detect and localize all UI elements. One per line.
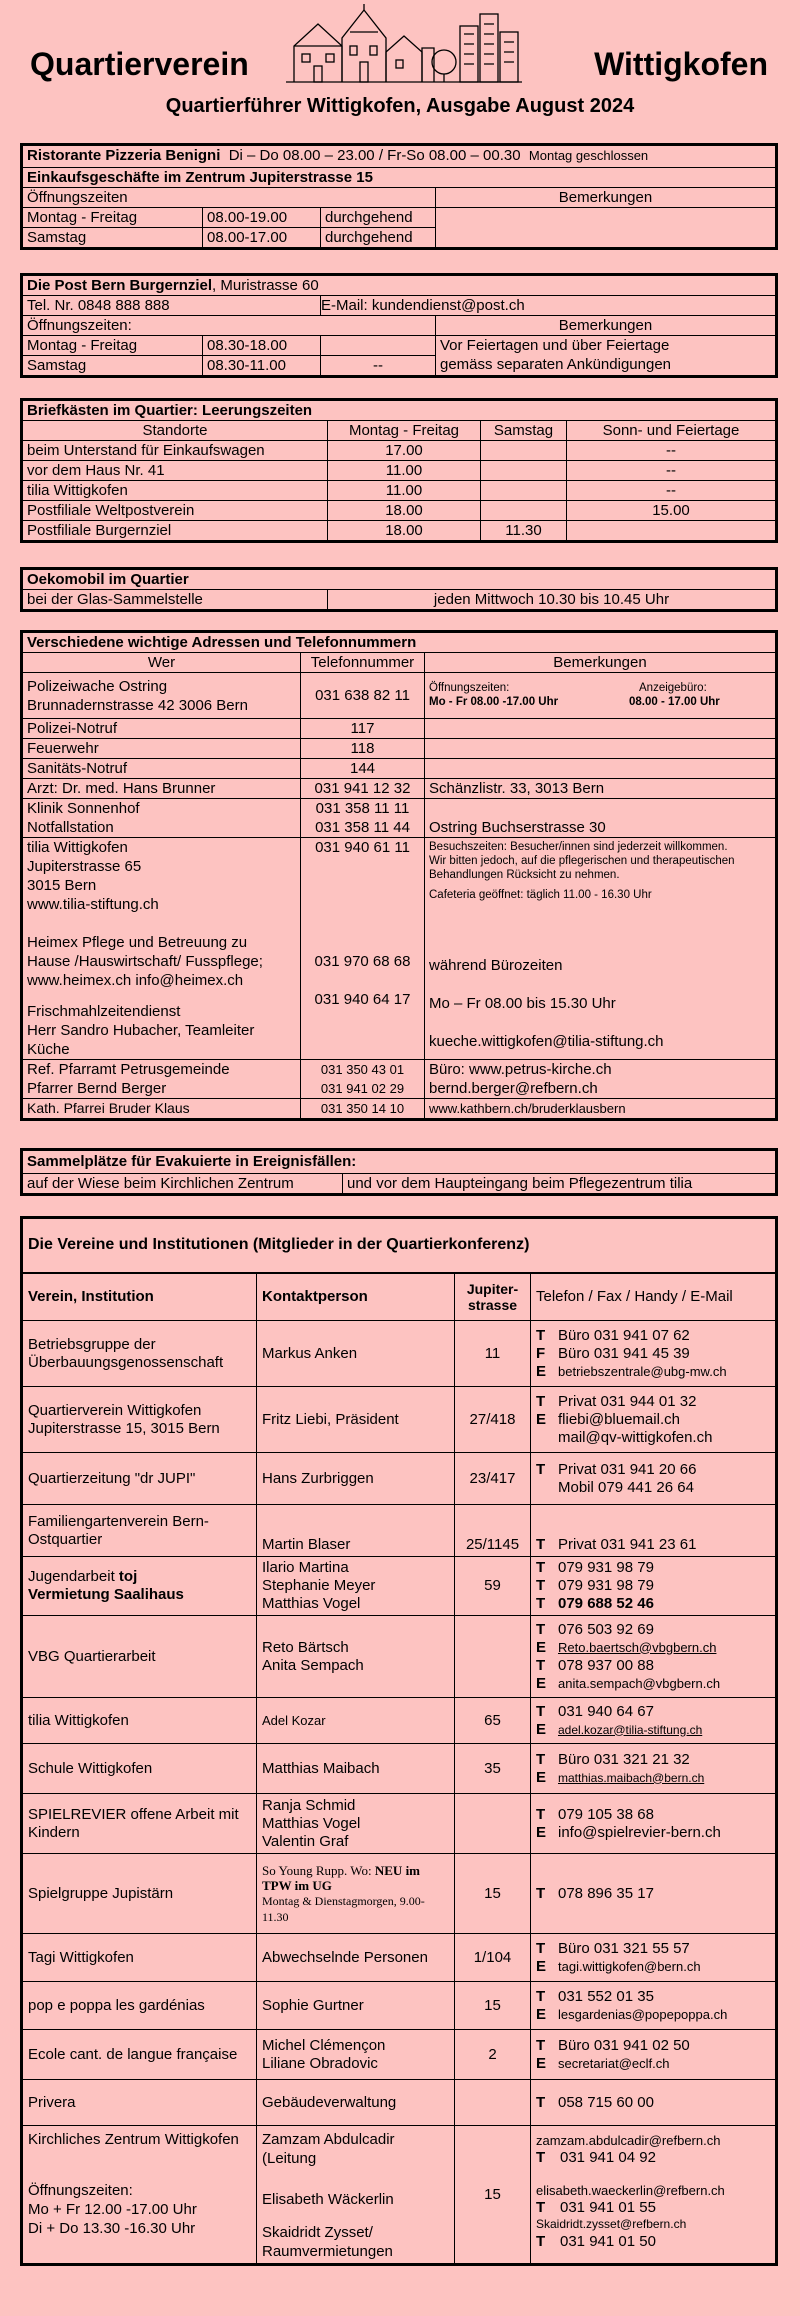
table-row xyxy=(23,779,776,799)
evac-place: auf der Wiese beim Kirchlichen Zentrum xyxy=(23,1174,343,1194)
mailbox-header: Montag - Freitag xyxy=(328,421,481,441)
contact-type: E xyxy=(536,2054,547,2072)
pizzeria-hours: Di – Do 08.00 – 23.00 / Fr-So 08.00 – 00.30 xyxy=(228,147,521,164)
post-note-line: gemäss separaten Ankündigungen xyxy=(440,356,672,373)
contact-email: zamzam.abdulcadir@refbern.ch xyxy=(536,2133,721,2148)
shop-day: Samstag xyxy=(23,228,203,248)
verein-contact: Ilario Martina Stephanie Meyer Matthias Vogel xyxy=(257,1557,455,1616)
verein-name: pop e poppa les gardénias xyxy=(23,1982,257,2030)
mailbox-saturday xyxy=(481,441,567,461)
verein-contact: Fritz Liebi, Präsident xyxy=(257,1387,455,1453)
verein-contact: Markus Anken xyxy=(257,1321,455,1387)
contact-value: 031 552 01 35 xyxy=(558,1987,654,2005)
verein-nr: 23/417 xyxy=(455,1453,531,1505)
verein-nr: 11 xyxy=(455,1321,531,1387)
table-row xyxy=(23,441,776,461)
shops-title: Einkaufsgeschäfte im Zentrum Jupiterstrasse 15 xyxy=(23,168,776,188)
frisch-line: Herr Sandro Hubacher, Teamleiter xyxy=(27,1022,255,1039)
oekomobil-time: jeden Mittwoch 10.30 bis 10.45 Uhr xyxy=(328,590,776,610)
post-time: 08.30-11.00 xyxy=(203,356,321,376)
table-row xyxy=(23,1321,776,1387)
contact-note xyxy=(425,739,776,759)
contact-email[interactable]: matthias.maibach@bern.ch xyxy=(558,1770,705,1785)
table-row xyxy=(23,739,776,759)
table-row xyxy=(23,1099,776,1119)
frisch-tel: 031 940 64 17 xyxy=(314,991,411,1008)
frisch-line: Frischmahlzeitendienst xyxy=(27,1003,181,1020)
verein-contact-time: Montag & Dienstagmorgen, 9.00-11.30 xyxy=(262,1893,425,1924)
contact-note: Schänzlistr. 33, 3013 Bern xyxy=(425,779,776,799)
contact-value: Büro 031 321 21 32 xyxy=(558,1750,690,1768)
verein-name: Betriebsgruppe der Überbauungsgenossenschaft xyxy=(23,1321,257,1387)
contact-value: 078 937 00 88 xyxy=(558,1656,654,1674)
table-row xyxy=(23,1794,776,1854)
verein-name: Quartierverein Wittigkofen Jupiterstrasse 15, 3015 Bern xyxy=(23,1387,257,1453)
frisch-note: Mo – Fr 08.00 bis 15.30 Uhr xyxy=(429,995,616,1012)
mailbox-title: Briefkästen im Quartier: Leerungszeiten xyxy=(23,401,776,421)
kath-name: Kath. Pfarrei Bruder Klaus xyxy=(23,1099,301,1119)
shop-note: durchgehend xyxy=(321,208,436,228)
verein-contact: Elisabeth Wäckerlin xyxy=(262,2191,394,2208)
heimex-line: www.heimex.ch info@heimex.ch xyxy=(27,972,244,989)
contact-tel: 117 xyxy=(301,719,425,739)
verein-contact: Matthias Maibach xyxy=(257,1744,455,1794)
police-open-label: Öffnungszeiten: xyxy=(429,682,510,694)
contact-value: Büro 031 321 55 57 xyxy=(558,1939,690,1957)
contact-value: 031 941 01 50 xyxy=(560,2233,656,2250)
pizzeria-row xyxy=(23,146,776,168)
verein-name: SPIELREVIER offene Arbeit mit Kindern xyxy=(23,1794,257,1854)
contact-value: 079 931 98 79 xyxy=(558,1559,654,1576)
police-tel: 031 638 82 11 xyxy=(301,673,425,719)
verein-nr: 1/104 xyxy=(455,1934,531,1982)
mailbox-weekday: 11.00 xyxy=(328,461,481,481)
heimex-tel: 031 970 68 68 xyxy=(314,953,411,970)
verein-contact: Sophie Gurtner xyxy=(257,1982,455,2030)
pizzeria-closed: Montag geschlossen xyxy=(528,148,649,163)
contact-value: Privat 031 944 01 32 xyxy=(558,1392,697,1410)
verein-nr: 25/1145 xyxy=(455,1505,531,1557)
contact-email: anita.sempach@vbgbern.ch xyxy=(558,1675,721,1691)
contact-value: 079 931 98 79 xyxy=(558,1577,654,1594)
contact-type: E xyxy=(536,1362,547,1380)
post-email: E-Mail: kundendienst@post.ch xyxy=(321,296,776,316)
contact-note xyxy=(425,759,776,779)
mailbox-holiday xyxy=(567,521,776,541)
contact-type: T xyxy=(536,1750,546,1768)
verein-nr: 15 xyxy=(455,1854,531,1934)
shops-section xyxy=(20,143,778,250)
contact-value: 079 105 38 68 xyxy=(558,1805,654,1823)
table-row xyxy=(23,521,776,541)
table-row xyxy=(23,1982,776,2030)
mailbox-header: Standorte xyxy=(23,421,328,441)
contact-who: Arzt: Dr. med. Hans Brunner xyxy=(23,779,301,799)
verein-open-label: Öffnungszeiten: xyxy=(28,2182,133,2199)
addresses-header: Wer xyxy=(23,653,301,673)
post-tel: Tel. Nr. 0848 888 888 xyxy=(23,296,321,316)
contact-value: 076 503 92 69 xyxy=(558,1620,654,1638)
post-name: Die Post Bern Burgernziel xyxy=(27,277,213,294)
contact-email: fliebi@bluemail.ch xyxy=(558,1410,680,1428)
table-row xyxy=(23,1060,776,1099)
mailbox-weekday: 18.00 xyxy=(328,521,481,541)
contact-email: secretariat@eclf.ch xyxy=(558,2055,670,2071)
subtitle: Quartierführer Wittigkofen, Ausgabe August 2024 xyxy=(165,95,635,117)
klinik-tel: 031 358 11 11 xyxy=(315,800,410,817)
contact-who: Polizei-Notruf xyxy=(23,719,301,739)
contact-email: lesgardenias@popepoppa.ch xyxy=(558,2006,728,2022)
table-row xyxy=(23,1557,776,1616)
vereine-section xyxy=(20,1216,778,2266)
pfarr-name: Ref. Pfarramt Petrusgemeinde xyxy=(27,1061,230,1078)
verein-contact: Ranja Schmid Matthias Vogel Valentin Graf xyxy=(257,1794,455,1854)
contact-type: E xyxy=(536,1768,547,1786)
tilia-note: Behandlungen Rücksicht zu nehmen. xyxy=(429,869,620,881)
contact-value: 058 715 60 00 xyxy=(558,2093,654,2111)
contact-type: T xyxy=(536,1987,546,2005)
mailbox-location: Postfiliale Weltpostverein xyxy=(23,501,328,521)
contact-type xyxy=(536,1479,558,1497)
table-row xyxy=(23,481,776,501)
verein-name: Kirchliches Zentrum Wittigkofen xyxy=(28,2131,239,2148)
klinik-name: Klinik Sonnenhof xyxy=(27,800,140,817)
contact-value: 031 941 04 92 xyxy=(560,2149,656,2166)
shops-col-hours: Öffnungszeiten xyxy=(23,188,436,208)
vereine-header xyxy=(531,1273,776,1321)
table-row xyxy=(23,1505,776,1557)
pfarr-web: Büro: www.petrus-kirche.ch xyxy=(429,1061,612,1078)
table-row xyxy=(23,1698,776,1744)
verein-name: Privera xyxy=(23,2080,257,2126)
contact-type: F xyxy=(536,1344,546,1362)
police-name: Polizeiwache Ostring xyxy=(27,678,168,695)
verein-name: Tagi Wittigkofen xyxy=(23,1934,257,1982)
table-row xyxy=(23,1744,776,1794)
verein-name: VBG Quartierarbeit xyxy=(23,1616,257,1698)
title-left: Quartierverein xyxy=(30,46,249,82)
verein-contact: Abwechselnde Personen xyxy=(257,1934,455,1982)
contact-value: 031 941 01 55 xyxy=(560,2199,656,2216)
mailbox-holiday: -- xyxy=(567,481,776,501)
contact-type: T xyxy=(536,1884,546,1902)
contact-type: T xyxy=(536,1656,546,1674)
verein-contact: Gebäudeverwaltung xyxy=(257,2080,455,2126)
mailbox-location: beim Unterstand für Einkaufswagen xyxy=(23,441,328,461)
police-office-time: 08.00 - 17.00 Uhr xyxy=(629,696,720,708)
verein-contact-bold: NEU im TPW im UG xyxy=(262,1862,421,1893)
contact-who: Sanitäts-Notruf xyxy=(23,759,301,779)
kath-web: www.kathbern.ch/bruderklausbern xyxy=(425,1099,776,1119)
verein-name-bold: Vermietung Saalihaus xyxy=(28,1586,184,1603)
contact-type: T xyxy=(536,1326,546,1344)
pizzeria-name: Ristorante Pizzeria Benigni xyxy=(27,147,221,164)
mailbox-location: Postfiliale Burgernziel xyxy=(23,521,328,541)
mailbox-location: vor dem Haus Nr. 41 xyxy=(23,461,328,481)
mailbox-section xyxy=(20,398,778,543)
mailbox-weekday: 17.00 xyxy=(328,441,481,461)
mailbox-holiday: -- xyxy=(567,441,776,461)
contact-type: E xyxy=(536,1638,547,1656)
police-address: Brunnadernstrasse 42 3006 Bern xyxy=(27,697,248,714)
table-row xyxy=(23,2080,776,2126)
oekomobil-section xyxy=(20,567,778,612)
addresses-header: Bemerkungen xyxy=(425,653,776,673)
mailbox-saturday xyxy=(481,461,567,481)
verein-contact: Skaidridt Zysset/ Raumvermietungen xyxy=(262,2224,393,2260)
verein-contact: Reto Bärtsch Anita Sempach xyxy=(257,1616,455,1698)
vereine-header-text: Telefon / Fax / Handy / E-Mail xyxy=(536,1287,733,1305)
contact-type: T xyxy=(536,2093,546,2111)
contact-email: elisabeth.waeckerlin@refbern.ch xyxy=(536,2183,725,2198)
heimex-line: Heimex Pflege und Betreuung zu xyxy=(27,934,248,951)
tilia-tel: 031 940 61 11 xyxy=(315,839,410,856)
contact-type: T xyxy=(536,1595,546,1612)
frisch-email: kueche.wittigkofen@tilia-stiftung.ch xyxy=(429,1033,664,1050)
addresses-header: Telefonnummer xyxy=(301,653,425,673)
mailbox-saturday xyxy=(481,501,567,521)
frisch-line: Küche xyxy=(27,1041,70,1058)
contact-type: E xyxy=(536,1674,547,1692)
contact-type xyxy=(536,1429,558,1447)
verein-name: Familiengartenverein Bern-Ostquartier xyxy=(23,1505,257,1557)
contact-tel: 118 xyxy=(301,739,425,759)
addresses-title: Verschiedene wichtige Adressen und Telefonnummern xyxy=(23,633,776,653)
shops-col-notes: Bemerkungen xyxy=(436,188,776,208)
verein-open-time: Di + Do 13.30 -16.30 Uhr xyxy=(28,2220,196,2237)
contact-type: T xyxy=(536,1460,546,1478)
contact-email[interactable]: Reto.baertsch@vbgbern.ch xyxy=(558,1639,717,1655)
tilia-line: tilia Wittigkofen xyxy=(27,839,128,856)
table-row xyxy=(23,673,776,719)
mailbox-saturday: 11.30 xyxy=(481,521,567,541)
verein-name: Jugendarbeit xyxy=(28,1568,119,1585)
verein-nr xyxy=(455,1616,531,1698)
shop-time: 08.00-19.00 xyxy=(203,208,321,228)
contact-email: mail@qv-wittigkofen.ch xyxy=(558,1428,713,1446)
oekomobil-place: bei der Glas-Sammelstelle xyxy=(23,590,328,610)
pfarr-tel: 031 350 43 01 xyxy=(320,1062,405,1077)
table-row: Kirchliches Zentrum Wittigkofen Öffnungszeiten: Mo + Fr 12.00 -17.00 Uhr Di + Do 13.30 -16.30 Uhr Zamzam Abdulcadir (Leitung Elisabeth Wäckerlin Skaidridt Zysset/ Raumvermietungen 15 zamzam.abdulcadir@refbern.ch T 031 941 04 92 elisabeth.waeckerlin@refbern.ch T 031 941 01 55 Skaidridt.zysset@refbern.ch T 031 941 01 50 xyxy=(23,2126,776,2264)
verein-contact: Martin Blaser xyxy=(257,1505,455,1557)
vereine-title: Die Vereine und Institutionen (Mitglieder in der Quartierkonferenz) xyxy=(23,1219,776,1273)
contact-value: Privat 031 941 20 66 xyxy=(558,1460,697,1478)
contact-value: Büro 031 941 45 39 xyxy=(558,1344,690,1362)
contact-type: E xyxy=(536,1720,547,1738)
shops-notes-cell xyxy=(436,208,776,248)
contact-type: T xyxy=(536,1536,546,1553)
verein-contact: Hans Zurbriggen xyxy=(257,1453,455,1505)
contact-value: Büro 031 941 07 62 xyxy=(558,1326,690,1344)
contact-note xyxy=(425,719,776,739)
contact-value: 079 688 52 46 xyxy=(558,1595,654,1612)
shop-time: 08.00-17.00 xyxy=(203,228,321,248)
contact-email: Skaidridt.zysset@refbern.ch xyxy=(536,2217,687,2231)
evac-place: und vor dem Haupteingang beim Pflegezentrum tilia xyxy=(343,1174,776,1194)
tilia-line: Jupiterstrasse 65 xyxy=(27,858,142,875)
contact-type: T xyxy=(536,1620,546,1638)
contact-type: T xyxy=(536,1559,546,1576)
table-row xyxy=(23,799,776,838)
mailbox-weekday: 18.00 xyxy=(328,501,481,521)
table-row xyxy=(23,759,776,779)
tilia-cafeteria: Cafeteria geöffnet: täglich 11.00 - 16.30 Uhr xyxy=(429,889,652,901)
verein-nr: 2 xyxy=(455,2030,531,2080)
post-extra xyxy=(321,336,436,356)
contact-email: betriebszentrale@ubg-mw.ch xyxy=(558,1363,727,1379)
table-row xyxy=(23,1854,776,1934)
verein-contact: Adel Kozar xyxy=(257,1698,455,1744)
contact-type: T xyxy=(536,1939,546,1957)
verein-nr: 27/418 xyxy=(455,1387,531,1453)
vereine-header: Kontaktperson xyxy=(257,1273,455,1321)
contact-email: tagi.wittigkofen@bern.ch xyxy=(558,1958,701,1974)
verein-contact: Zamzam Abdulcadir (Leitung xyxy=(262,2131,395,2167)
verein-nr: 35 xyxy=(455,1744,531,1794)
contact-tel: 144 xyxy=(301,759,425,779)
contact-email: info@spielrevier-bern.ch xyxy=(558,1823,721,1841)
post-notes xyxy=(436,336,776,376)
post-col-notes: Bemerkungen xyxy=(436,316,776,336)
mailbox-header: Sonn- und Feiertage xyxy=(567,421,776,441)
tilia-web: www.tilia-stiftung.ch xyxy=(27,896,159,913)
klinik-sub: Notfallstation xyxy=(27,819,114,836)
post-extra: -- xyxy=(321,356,436,376)
kath-tel: 031 350 14 10 xyxy=(301,1099,425,1119)
title-right: Wittigkofen xyxy=(594,46,768,82)
verein-nr xyxy=(455,2080,531,2126)
shop-day: Montag - Freitag xyxy=(23,208,203,228)
post-address: , Muristrasse 60 xyxy=(212,277,319,294)
table-row xyxy=(23,719,776,739)
contact-value: Privat 031 941 23 61 xyxy=(558,1536,697,1553)
evac-section xyxy=(20,1148,778,1196)
verein-open-time: Mo + Fr 12.00 -17.00 Uhr xyxy=(28,2201,197,2218)
contact-tel: 031 941 12 32 xyxy=(301,779,425,799)
mailbox-holiday: 15.00 xyxy=(567,501,776,521)
contact-type: E xyxy=(536,1823,547,1841)
post-section xyxy=(20,273,778,378)
table-row xyxy=(23,1387,776,1453)
contact-value: Büro 031 941 02 50 xyxy=(558,2036,690,2054)
oekomobil-title: Oekomobil im Quartier xyxy=(23,570,776,590)
verein-nr: 15 xyxy=(455,2126,531,2264)
heimex-line: Hause /Hauswirtschaft/ Fusspflege; xyxy=(27,953,263,970)
contact-type: T xyxy=(536,1702,546,1720)
verein-name-bold: toj xyxy=(118,1568,138,1585)
table-row xyxy=(23,501,776,521)
contact-type: E xyxy=(536,1410,547,1428)
post-title-row xyxy=(23,276,776,296)
heimex-note: während Bürozeiten xyxy=(429,957,563,974)
tilia-line: 3015 Bern xyxy=(27,877,97,894)
contact-email[interactable]: adel.kozar@tilia-stiftung.ch xyxy=(558,1722,703,1737)
verein-name: Spielgruppe Jupistärn xyxy=(23,1854,257,1934)
contact-value: Mobil 079 441 26 64 xyxy=(558,1478,694,1496)
mailbox-holiday: -- xyxy=(567,461,776,481)
verein-contact: So Young Rupp. Wo: xyxy=(262,1862,375,1878)
table-row xyxy=(23,1934,776,1982)
pfarr-tel: 031 941 02 29 xyxy=(320,1081,405,1096)
shop-note: durchgehend xyxy=(321,228,436,248)
table-row xyxy=(23,1616,776,1698)
contact-type: T xyxy=(536,1805,546,1823)
contact-type: T xyxy=(536,1392,546,1410)
village-logo-icon xyxy=(284,2,524,84)
mailbox-weekday: 11.00 xyxy=(328,481,481,501)
klinik-note: Ostring Buchserstrasse 30 xyxy=(425,799,776,838)
verein-name: Ecole cant. de langue française xyxy=(23,2030,257,2080)
post-col-hours: Öffnungszeiten: xyxy=(23,316,436,336)
mailbox-header: Samstag xyxy=(481,421,567,441)
vereine-header: Jupiter-strasse xyxy=(455,1273,531,1321)
header xyxy=(0,0,800,130)
post-day: Montag - Freitag xyxy=(23,336,203,356)
post-day: Samstag xyxy=(23,356,203,376)
contact-type: T xyxy=(536,1577,546,1594)
table-row xyxy=(23,461,776,481)
mailbox-location: tilia Wittigkofen xyxy=(23,481,328,501)
mailbox-saturday xyxy=(481,481,567,501)
pfarr-person: Pfarrer Bernd Berger xyxy=(27,1080,167,1097)
table-row xyxy=(23,1453,776,1505)
police-open-time: Mo - Fr 08.00 -17.00 Uhr xyxy=(429,696,559,708)
table-row xyxy=(23,2030,776,2080)
contact-type: T xyxy=(536,2036,546,2054)
verein-name: Quartierzeitung "dr JUPI" xyxy=(23,1453,257,1505)
tilia-note: Besuchszeiten: Besucher/innen sind jederzeit willkommen. xyxy=(429,841,728,853)
vereine-header: Verein, Institution xyxy=(23,1273,257,1321)
tilia-note: Wir bitten jedoch, auf die pflegerischen und therapeutischen xyxy=(429,855,735,867)
addresses-section xyxy=(20,630,778,1121)
verein-nr: 15 xyxy=(455,1982,531,2030)
verein-nr xyxy=(455,1794,531,1854)
contact-who: Feuerwehr xyxy=(23,739,301,759)
contact-value: 031 940 64 67 xyxy=(558,1702,654,1720)
verein-nr: 65 xyxy=(455,1698,531,1744)
pfarr-email: bernd.berger@refbern.ch xyxy=(429,1080,598,1097)
verein-name: Schule Wittigkofen xyxy=(23,1744,257,1794)
contact-type: E xyxy=(536,2005,547,2023)
post-time: 08.30-18.00 xyxy=(203,336,321,356)
verein-name: tilia Wittigkofen xyxy=(23,1698,257,1744)
evac-title: Sammelplätze für Evakuierte in Ereignisfällen: xyxy=(23,1151,776,1174)
contact-type: E xyxy=(536,1957,547,1975)
police-office-label: Anzeigebüro: xyxy=(639,682,707,694)
post-note-line: Vor Feiertagen und über Feiertage xyxy=(440,337,670,354)
contact-value: 078 896 35 17 xyxy=(558,1884,654,1902)
verein-contact: Michel Clémençon Liliane Obradovic xyxy=(257,2030,455,2080)
klinik-tel: 031 358 11 44 xyxy=(315,819,410,836)
table-row xyxy=(23,838,776,1060)
verein-nr: 59 xyxy=(455,1557,531,1616)
